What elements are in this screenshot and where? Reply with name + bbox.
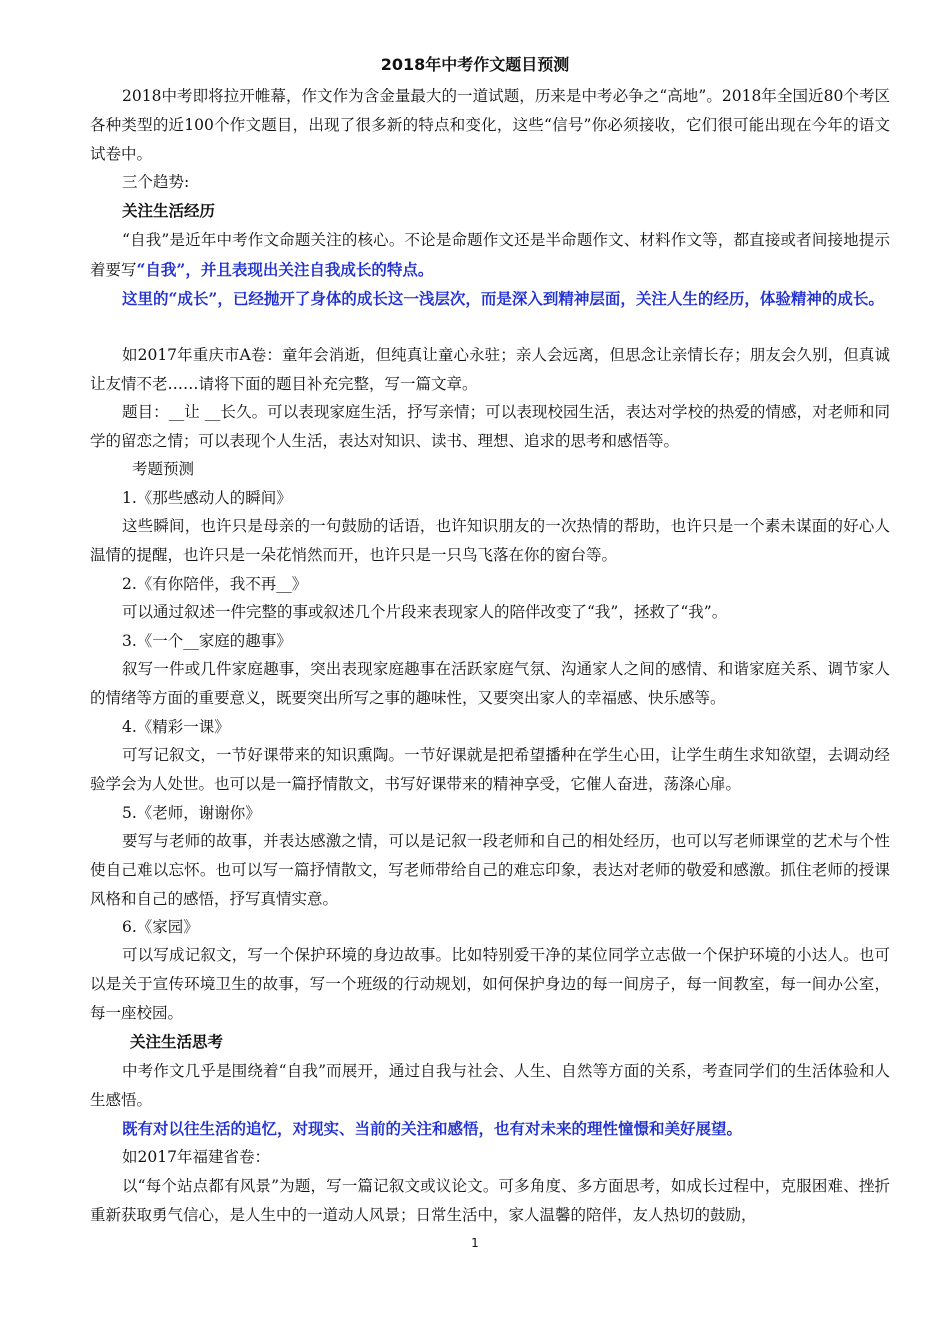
page-number: 1	[471, 1236, 479, 1250]
section1-paragraph-emphasis: “自我”，并且表现出关注自我成长的特点。	[136, 260, 434, 279]
page-title: 2018年中考作文题目预测	[380, 55, 570, 74]
section2-paragraph: 中考作文几乎是围绕着“自我”而展开，通过自我与社会、人生、自然等方面的关系，考查同学们的生活体验和人生感悟。	[90, 1062, 890, 1109]
predict-item-title: 1.《那些感动人的瞬间》	[122, 489, 292, 507]
trends-label: 三个趋势:	[122, 173, 190, 191]
section-heading-life-thinking: 关注生活思考	[130, 1033, 224, 1051]
predict-item-desc: 这些瞬间，也许只是母亲的一句鼓励的话语，也许知识朋友的一次热情的帮助，也许只是一个素未谋面的好心人温情的提醒，也许只是一朵花悄然而开，也许只是一只鸟飞落在你的窗台等。	[90, 517, 890, 564]
predict-item-desc: 可写记叙文，一节好课带来的知识熏陶。一节好课就是把希望播种在学生心田，让学生萌生求知欲望，去调动经验学会为人处世。也可以是一篇抒情散文，书写好课带来的精神享受，它催人奋进，荡涤心扉。	[90, 746, 890, 793]
predict-label: 考题预测	[132, 460, 195, 478]
section2-example-label: 如2017年福建省卷：	[122, 1148, 270, 1166]
section1-paragraph	[90, 226, 890, 285]
section-heading-life-experience: 关注生活经历	[122, 202, 216, 220]
predict-item-title: 4.《精彩一课》	[122, 718, 230, 736]
section1-example: 如2017年重庆市A卷：童年会消逝，但纯真让童心永驻；亲人会远离，但思念让亲情长存；朋友会久别，但真诚让友情不老……请将下面的题目补充完整，写一篇文章。	[90, 346, 890, 393]
predict-item-desc: 叙写一件或几件家庭趣事，突出表现家庭趣事在活跃家庭气氛、沟通家人之间的感情、和谐家庭关系、调节家人的情绪等方面的重要意义，既要突出所写之事的趣味性，又要突出家人的幸福感、快乐感等。	[90, 660, 890, 707]
predict-item-title: 2.《有你陪伴，我不再__》	[122, 575, 308, 593]
section1-paragraph-lead: “自我”是近年中考作文命题关注的核心。不论是命题作文还是半命题作文、材料作文等，都直接或者间接地提示着要写	[90, 231, 890, 279]
predict-item-desc: 要写与老师的故事，并表达感激之情，可以是记叙一段老师和自己的相处经历，也可以写老师课堂的艺术与个性使自己难以忘怀。也可以写一篇抒情散文，写老师带给自己的难忘印象，表达对老师的敬爱和感激。抓住老师的授课风格和自己的感悟，抒写真情实意。	[90, 832, 890, 908]
predict-item-title: 5.《老师，谢谢你》	[122, 804, 261, 822]
section1-emphasis-paragraph: 这里的“成长”，已经抛开了身体的成长这一浅层次，而是深入到精神层面，关注人生的经历，体验精神的成长。	[122, 289, 884, 308]
predict-item-title: 6.《家园》	[122, 918, 199, 936]
section2-example: 以“每个站点都有风景”为题，写一篇记叙文或议论文。可多角度、多方面思考，如成长过程中，克服困难、挫折重新获取勇气信心，是人生中的一道动人风景；日常生活中，家人温馨的陪伴，友人热切的鼓励，	[90, 1177, 890, 1224]
section1-topic: 题目：__让 __长久。可以表现家庭生活，抒写亲情；可以表现校园生活，表达对学校的热爱的情感，对老师和同学的留恋之情；可以表现个人生活，表达对知识、读书、理想、追求的思考和感悟等。	[90, 403, 890, 450]
predict-item-desc: 可以通过叙述一件完整的事或叙述几个片段来表现家人的陪伴改变了“我”，拯救了“我”。	[122, 603, 728, 621]
section2-emphasis-paragraph: 既有对以往生活的追忆，对现实、当前的关注和感悟，也有对未来的理性憧憬和美好展望。	[122, 1119, 743, 1138]
predict-item-desc: 可以写成记叙文，写一个保护环境的身边故事。比如特别爱干净的某位同学立志做一个保护环境的小达人。也可以是关于宣传环境卫生的故事，写一个班级的行动规划，如何保护身边的每一间房子，每一间教室，每一间办公室，每一座校园。	[90, 946, 890, 1022]
intro-paragraph: 2018中考即将拉开帷幕，作文作为含金量最大的一道试题，历来是中考必争之“高地”。2018年全国近80个考区各种类型的近100个作文题目，出现了很多新的特点和变化，这些“信号”你必须接收，它们很可能出现在今年的语文试卷中。	[90, 87, 890, 163]
predict-item-title: 3.《一个__家庭的趣事》	[122, 632, 292, 650]
